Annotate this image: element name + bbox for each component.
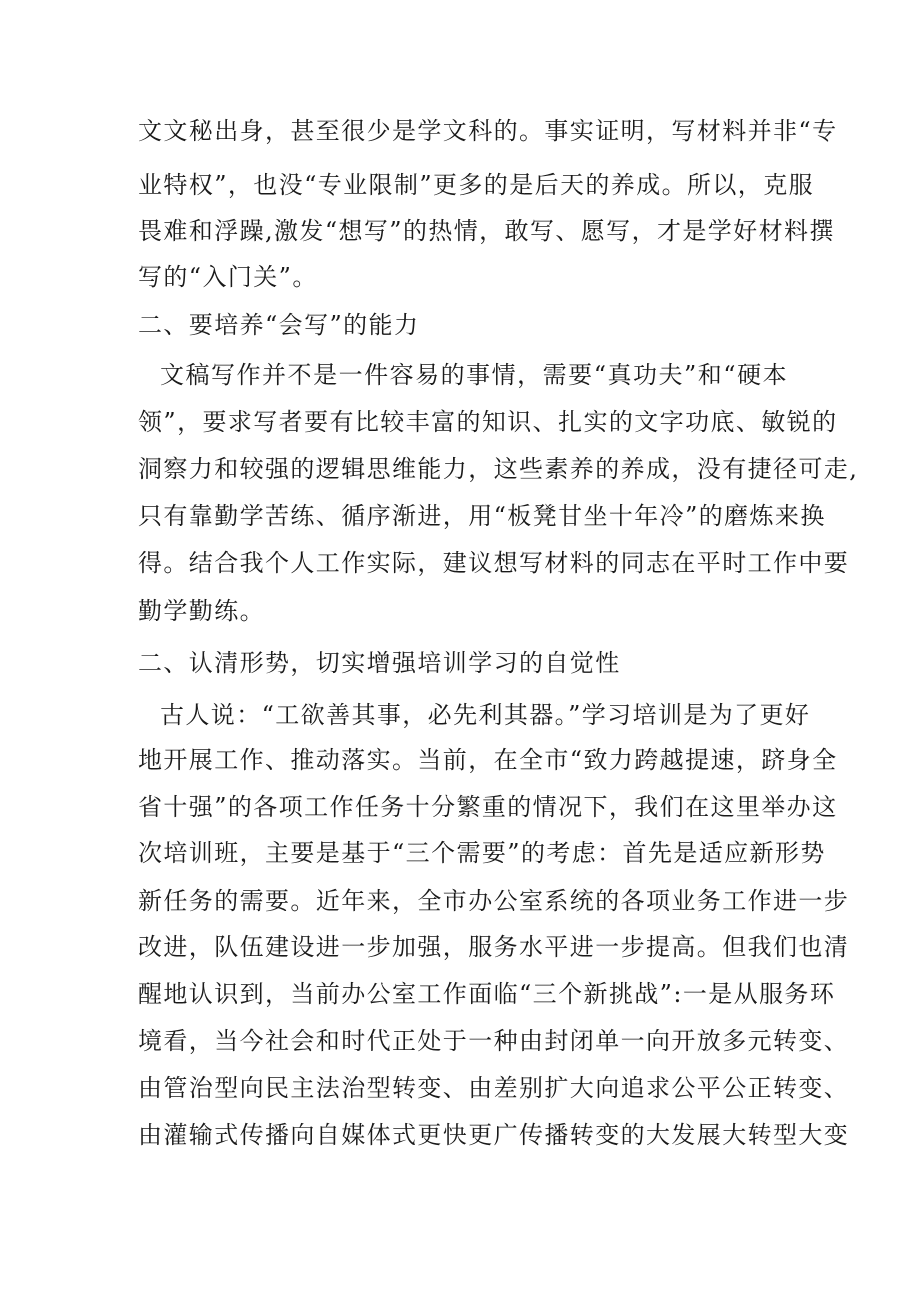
paragraph-line: 醒地认识到，当前办公室工作面临“三个新挑战”:一是从服务环 [138,980,836,1008]
paragraph-line: 省十强”的各项工作任务十分繁重的情况下，我们在这里举办这 [138,793,838,821]
paragraph-line: 写的“入门关”。 [138,263,318,291]
section-heading: 二、认清形势，切实增强培训学习的自觉性 [138,649,621,677]
section-heading: 二、要培养“会写”的能力 [138,311,420,339]
paragraph-line: 勤学勤练。 [138,597,265,625]
paragraph-line: 领”，要求写者要有比较丰富的知识、扎实的文字功底、敏锐的 [138,408,838,436]
paragraph-line: 由管治型向民主法治型转变、由差别扩大向追求公平公正转变、 [138,1074,850,1102]
paragraph-line: 境看，当今社会和时代正处于一种由封闭单一向开放多元转变、 [138,1027,850,1055]
paragraph-line: 业特权”，也没“专业限制”更多的是后天的养成。所以，克服 [138,171,815,199]
paragraph-line: 新任务的需要。近年来，全市办公室系统的各项业务工作进一步 [138,887,850,915]
paragraph-line: 古人说：“工欲善其事，必先利其器。”学习培训是为了更好 [160,701,811,729]
paragraph-line: 只有靠勤学苦练、循序渐进，用“板凳甘坐十年冷”的磨炼来换 [138,502,826,530]
paragraph-line: 畏难和浮躁,激发“想写”的热情，敢写、愿写，才是学好材料撰 [138,217,835,245]
paragraph-line: 地开展工作、推动落实。当前，在全市“致力跨越提速，跻身全 [138,746,838,774]
paragraph-line: 得。结合我个人工作实际，建议想写材料的同志在平时工作中要 [138,549,850,577]
paragraph-line: 文文秘出身，甚至很少是学文科的。事实证明，写材料并非“专 [138,117,838,145]
paragraph-line: 文稿写作并不是一件容易的事情，需要“真功夫”和“硬本 [160,361,788,389]
paragraph-line: 洞察力和较强的逻辑思维能力，这些素养的养成，没有捷径可走, [138,455,859,483]
paragraph-line: 次培训班，主要是基于“三个需要”的考虑：首先是适应新形势 [138,839,826,867]
paragraph-line: 改进，队伍建设进一步加强，服务水平进一步提高。但我们也清 [138,933,850,961]
paragraph-line: 由灌输式传播向自媒体式更快更广传播转变的大发展大转型大变 [138,1121,850,1149]
